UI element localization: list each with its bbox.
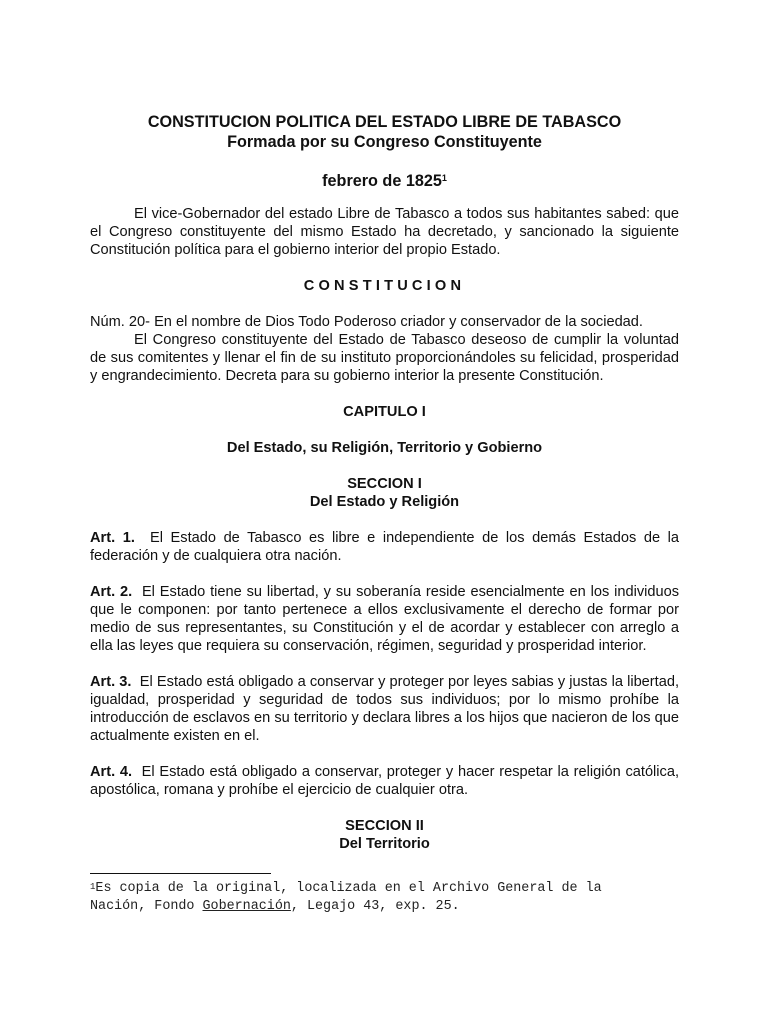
seccion-1-heading: SECCION I: [347, 476, 422, 492]
article-text: El Estado tiene su libertad, y su soberanía reside esencialmente en los individuos que le componen: por tanto pertenece a ellos exclusivamente el derecho de formar por medio de sus representantes, su Constitución y el de acordar y establecer con arreglo a ella las leyes que requiera su conservación, régimen, seguridad y prosperidad interior.: [90, 584, 680, 654]
title-line-1: CONSTITUCION POLITICA DEL ESTADO LIBRE DE TABASCO: [147, 113, 622, 131]
date-text: febrero de 1825: [322, 172, 442, 190]
article-3: [90, 673, 679, 745]
footnote-reference[interactable]: 1: [441, 173, 447, 183]
capitulo-subtitle: Del Estado, su Religión, Territorio y Gobierno: [226, 440, 543, 456]
article-label: Art. 4.: [90, 764, 133, 780]
footnote-fondo-name: Gobernación: [202, 899, 291, 914]
footnote-line-1: [90, 880, 690, 898]
footnote-text-1: Es copia de la original, localizada en el Archivo General de la: [95, 881, 602, 896]
seccion-2-heading: SECCION II: [345, 818, 424, 834]
document-page: [90, 112, 679, 853]
footnote-mark: 1: [90, 882, 96, 892]
footnote-text-2b: , Legajo 43, exp. 25.: [290, 899, 460, 914]
preamble-line: Núm. 20- En el nombre de Dios Todo Poderoso criador y conservador de la sociedad.: [90, 314, 643, 330]
footnote: [90, 880, 690, 916]
seccion-1-subtitle: Del Estado y Religión: [309, 494, 460, 510]
footnote-text-2a: Nación, Fondo: [90, 899, 203, 914]
article-text: El Estado está obligado a conservar y proteger por leyes sabias y justas la libertad, igualdad, prosperidad y seguridad de todos sus individuos; por lo mismo prohíbe la introducción de esclavos en su territorio y declara libres a los hijos que nacieron de los que actualmente existen en el.: [90, 674, 680, 744]
article-4: [90, 763, 679, 799]
article-text: El Estado de Tabasco es libre e independiente de los demás Estados de la federación y de cualquiera otra nación.: [90, 530, 679, 564]
preamble-paragraph: El Congreso constituyente del Estado de Tabasco deseoso de cumplir la voluntad de sus comitentes y llenar el fin de su instituto proporcionándoles su felicidad, prosperidad y engrandecimiento. Decreta para su gobierno interior la presente Constitución.: [90, 332, 679, 384]
article-text: El Estado está obligado a conservar, proteger y hacer respetar la religión católica, apostólica, romana y prohíbe el ejercicio de cualquier otra.: [90, 764, 680, 798]
document-title: [90, 112, 679, 152]
footnote-divider: [90, 873, 271, 874]
title-line-2: Formada por su Congreso Constituyente: [227, 133, 542, 151]
constitucion-heading: CONSTITUCION: [303, 278, 466, 294]
footnote-line-2: [90, 898, 690, 916]
article-label: Art. 3.: [90, 674, 132, 690]
article-label: Art. 1.: [90, 530, 135, 546]
title-date: [90, 172, 679, 190]
article-label: Art. 2.: [90, 584, 133, 600]
intro-paragraph: El vice-Gobernador del estado Libre de Tabasco a todos sus habitantes sabed: que el Congreso constituyente del mismo Estado ha decretado, y sancionado la siguiente Constitución política para el gobierno interior del propio Estado.: [90, 206, 679, 258]
seccion-2-subtitle: Del Territorio: [339, 836, 430, 852]
capitulo-heading: CAPITULO I: [343, 404, 426, 420]
article-2: [90, 583, 679, 655]
article-1: [90, 529, 679, 565]
